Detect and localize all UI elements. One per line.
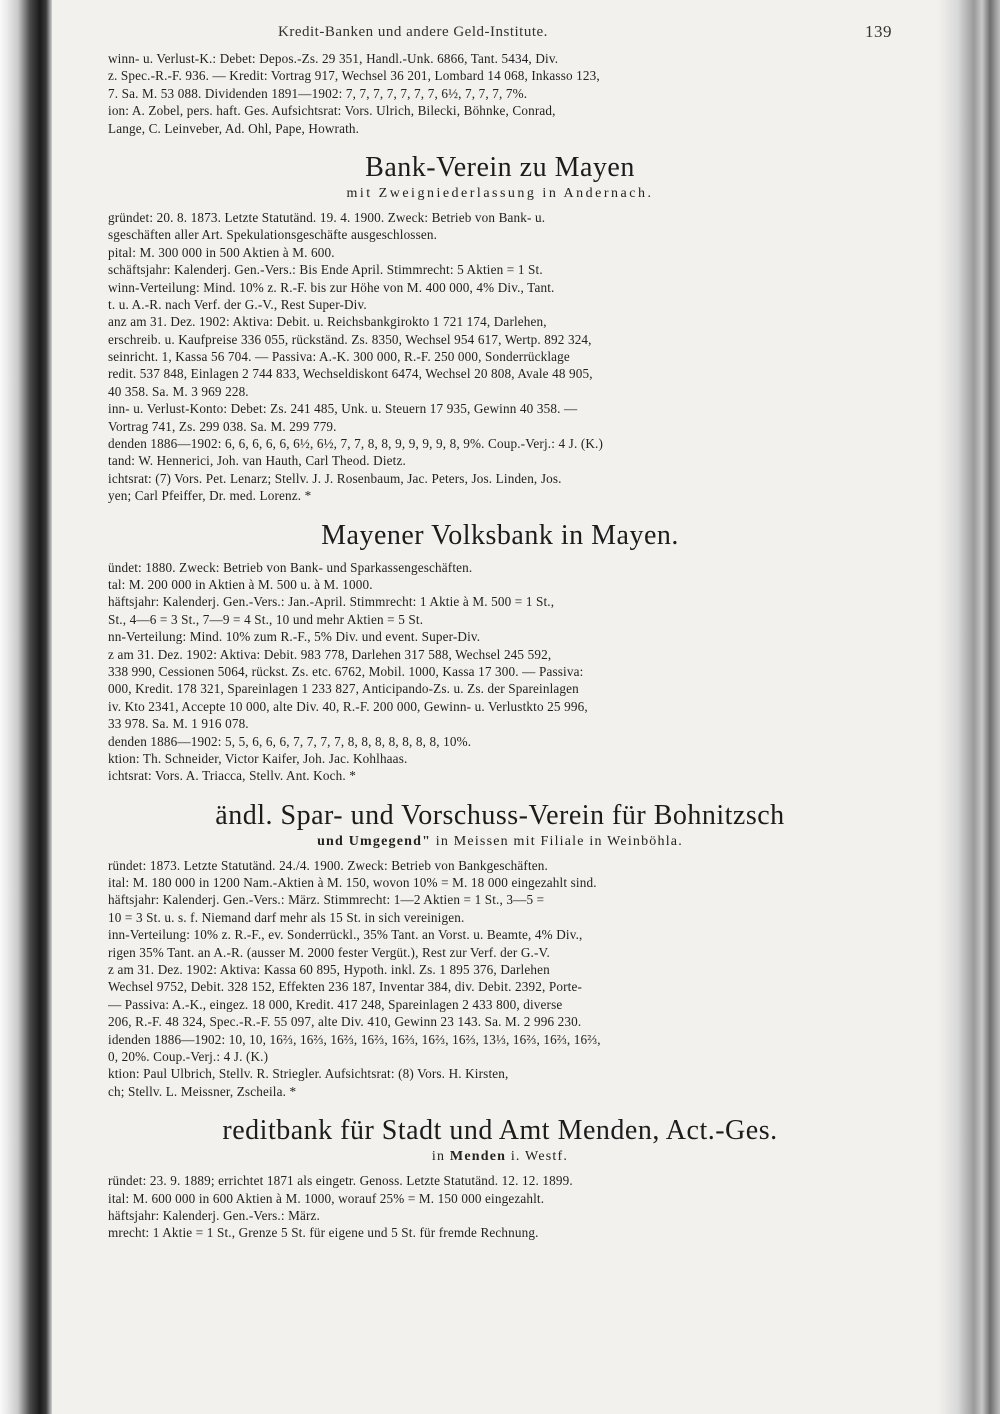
text-line: Lange, C. Leinveber, Ad. Ohl, Pape, Howrath. [108, 120, 360, 136]
subtitle-pre: in [431, 1149, 450, 1165]
text-line: 0, 20%. Coup.-Verj.: 4 J. (K.) [108, 1048, 269, 1064]
text-line: mrecht: 1 Aktie = 1 St., Grenze 5 St. für eigene und 5 St. für fremde Rechnung. [108, 1225, 539, 1241]
text-line: ichtsrat: (7) Vors. Pet. Lenarz; Stellv. J. J. Rosenbaum, Jac. Peters, Jos. Linden, Jos. [108, 470, 562, 486]
text-line: häftsjahr: Kalenderj. Gen.-Vers.: Jan.-April. Stimmrecht: 1 Aktie à M. 500 = 1 St., [108, 594, 555, 610]
text-line: — Passiva: A.-K., eingez. 18 000, Kredit. 417 248, Spareinlagen 2 433 800, diverse [108, 996, 563, 1012]
text-line: 206, R.-F. 48 324, Spec.-R.-F. 55 097, alte Div. 410, Gewinn 23 143. Sa. M. 2 996 230. [108, 1014, 582, 1030]
text-line: ktion: Th. Schneider, Victor Kaifer, Joh. Jac. Kohlhaas. [108, 750, 408, 766]
text-line: 33 978. Sa. M. 1 916 078. [108, 716, 249, 732]
document-page [108, 14, 892, 1242]
subtitle-bold: Menden [449, 1149, 507, 1165]
text-line: z. Spec.-R.-F. 936. — Kredit: Vortrag 917, Wechsel 36 201, Lombard 14 068, Inkasso 123, [108, 68, 600, 84]
text-line: z am 31. Dez. 1902: Aktiva: Kassa 60 895, Hypoth. inkl. Zs. 1 895 376, Darlehen [108, 962, 550, 978]
entry-mayener-volksbank [108, 519, 892, 785]
text-line: 338 990, Cessionen 5064, rückst. Zs. etc. 6762, Mobil. 1000, Kassa 17 300. — Passiva: [108, 663, 584, 679]
text-line: schäftsjahr: Kalenderj. Gen.-Vers.: Bis Ende April. Stimmrecht: 5 Aktien = 1 St. [108, 262, 543, 278]
entry-bank-verein-mayen [108, 151, 892, 505]
section-title: Mayener Volksbank in Mayen. [321, 519, 679, 551]
top-entry [108, 50, 892, 137]
text-line: nn-Verteilung: Mind. 10% zum R.-F., 5% Div. und event. Super-Div. [108, 629, 481, 645]
section-title: ändl. Spar- und Vorschuss-Verein für Bohnitzsch [215, 799, 785, 831]
header-title: Kredit-Banken und andere Geld-Institute. [278, 24, 548, 40]
text-line: ital: M. 180 000 in 1200 Nam.-Aktien à M. 150, wovon 10% = M. 18 000 eingezahlt sind. [108, 875, 597, 891]
running-header [108, 14, 892, 50]
text-line: tal: M. 200 000 in Aktien à M. 500 u. à M. 1000. [108, 576, 373, 592]
text-line: ründet: 1873. Letzte Statutänd. 24./4. 1900. Zweck: Betrieb von Bankgeschäften. [108, 857, 548, 873]
text-line: 40 358. Sa. M. 3 969 228. [108, 383, 249, 399]
text-line: z am 31. Dez. 1902: Aktiva: Debit. 983 778, Darlehen 317 588, Wechsel 245 592, [108, 646, 552, 662]
text-line: pital: M. 300 000 in 500 Aktien à M. 600. [108, 244, 335, 260]
text-line: anz am 31. Dez. 1902: Aktiva: Debit. u. Reichsbankgirokto 1 721 174, Darlehen, [108, 314, 547, 330]
text-line: sgeschäften aller Art. Spekulationsgeschäfte ausgeschlossen. [108, 227, 438, 243]
text-line: 7. Sa. M. 53 088. Dividenden 1891—1902: 7, 7, 7, 7, 7, 7, 7, 6½, 7, 7, 7, 7%. [108, 85, 528, 101]
text-line: idenden 1886—1902: 10, 10, 16⅔, 16⅔, 16⅔, 16⅔, 16⅔, 16⅔, 16⅔, 13⅓, 16⅔, 16⅔, 16⅔, [108, 1031, 601, 1047]
section-subtitle [108, 833, 892, 851]
entry-spar-vorschuss-verein [108, 799, 892, 1100]
text-line: seinricht. 1, Kassa 56 704. — Passiva: A.-K. 300 000, R.-F. 250 000, Sonderrücklage [108, 349, 570, 365]
text-line: gründet: 20. 8. 1873. Letzte Statutänd. 19. 4. 1900. Zweck: Betrieb von Bank- u. [108, 209, 546, 225]
section-subtitle [108, 1148, 892, 1166]
text-line: denden 1886—1902: 6, 6, 6, 6, 6, 6½, 6½, 7, 7, 8, 8, 9, 9, 9, 9, 8, 9%. Coup.-Verj.: 4 J. (K.) [108, 436, 604, 452]
book-binding-shadow [0, 0, 52, 1414]
text-line: ichtsrat: Vors. A. Triacca, Stellv. Ant. Koch. * [108, 768, 356, 784]
text-line: Wechsel 9752, Debit. 328 152, Effekten 236 187, Inventar 384, div. Debit. 2392, Porte- [108, 979, 583, 995]
text-line: ch; Stellv. L. Meissner, Zscheila. * [108, 1083, 297, 1099]
text-line: ründet: 23. 9. 1889; errichtet 1871 als eingetr. Genoss. Letzte Statutänd. 12. 12. 1899. [108, 1173, 573, 1189]
subtitle-rest: i. Westf. [506, 1149, 569, 1165]
text-line: tand: W. Hennerici, Joh. van Hauth, Carl Theod. Dietz. [108, 453, 406, 469]
text-line: ital: M. 600 000 in 600 Aktien à M. 1000, worauf 25% = M. 150 000 eingezahlt. [108, 1190, 545, 1206]
subtitle-rest: in Meissen mit Filiale in Weinböhla. [431, 833, 683, 849]
text-line: St., 4—6 = 3 St., 7—9 = 4 St., 10 und mehr Aktien = 5 St. [108, 611, 424, 627]
text-line: 000, Kredit. 178 321, Spareinlagen 1 233 827, Anticipando-Zs. u. Zs. der Spareinlagen [108, 681, 579, 697]
text-line: rigen 35% Tant. an A.-R. (ausser M. 2000 fester Vergüt.), Rest zur Verf. der G.-V. [108, 944, 550, 960]
text-line: winn-Verteilung: Mind. 10% z. R.-F. bis zur Höhe von M. 400 000, 4% Div., Tant. [108, 279, 555, 295]
page-number: 139 [865, 22, 892, 41]
section-title: Bank-Verein zu Mayen [365, 151, 635, 183]
text-line: ktion: Paul Ulbrich, Stellv. R. Striegler. Aufsichtsrat: (8) Vors. H. Kirsten, [108, 1066, 509, 1082]
text-line: redit. 537 848, Einlagen 2 744 833, Wechseldiskont 6474, Wechsel 20 808, Avale 48 905, [108, 366, 593, 382]
entry-creditbank-menden [108, 1114, 892, 1242]
text-line: t. u. A.-R. nach Verf. der G.-V., Rest Super-Div. [108, 296, 367, 312]
text-line: Vortrag 741, Zs. 299 038. Sa. M. 299 779. [108, 418, 337, 434]
text-line: yen; Carl Pfeiffer, Dr. med. Lorenz. * [108, 488, 312, 504]
text-line: inn-Verteilung: 10% z. R.-F., ev. Sonderrückl., 35% Tant. an Vorst. u. Beamte, 4% Div., [108, 927, 583, 943]
text-line: iv. Kto 2341, Accepte 10 000, alte Div. 40, R.-F. 200 000, Gewinn- u. Verlustkto 25 996, [108, 698, 588, 714]
section-subtitle: mit Zweigniederlassung in Andernach. [346, 185, 654, 201]
text-line: denden 1886—1902: 5, 5, 6, 6, 6, 7, 7, 7, 7, 8, 8, 8, 8, 8, 8, 8, 10%. [108, 733, 472, 749]
subtitle-bold: und Umgegend" [317, 833, 432, 849]
text-line: winn- u. Verlust-K.: Debet: Depos.-Zs. 29 351, Handl.-Unk. 6866, Tant. 5434, Div. [108, 51, 559, 66]
text-line: häftsjahr: Kalenderj. Gen.-Vers.: März. Stimmrecht: 1—2 Aktien = 1 St., 3—5 = [108, 892, 545, 908]
text-line: häftsjahr: Kalenderj. Gen.-Vers.: März. [108, 1207, 321, 1223]
text-line: erschreib. u. Kaufpreise 336 055, rückständ. Zs. 8350, Wechsel 954 617, Wertp. 892 324, [108, 331, 592, 347]
text-line: inn- u. Verlust-Konto: Debet: Zs. 241 485, Unk. u. Steuern 17 935, Gewinn 40 358. — [108, 401, 578, 417]
section-title: reditbank für Stadt und Amt Menden, Act.-Ges. [222, 1115, 778, 1147]
page-edge-shadow [938, 0, 1000, 1414]
text-line: 10 = 3 St. u. s. f. Niemand darf mehr als 15 St. in sich vereinigen. [108, 909, 465, 925]
text-line: ion: A. Zobel, pers. haft. Ges. Aufsichtsrat: Vors. Ulrich, Bilecki, Böhnke, Conrad, [108, 103, 556, 119]
text-line: ündet: 1880. Zweck: Betrieb von Bank- und Sparkassengeschäften. [108, 559, 473, 575]
